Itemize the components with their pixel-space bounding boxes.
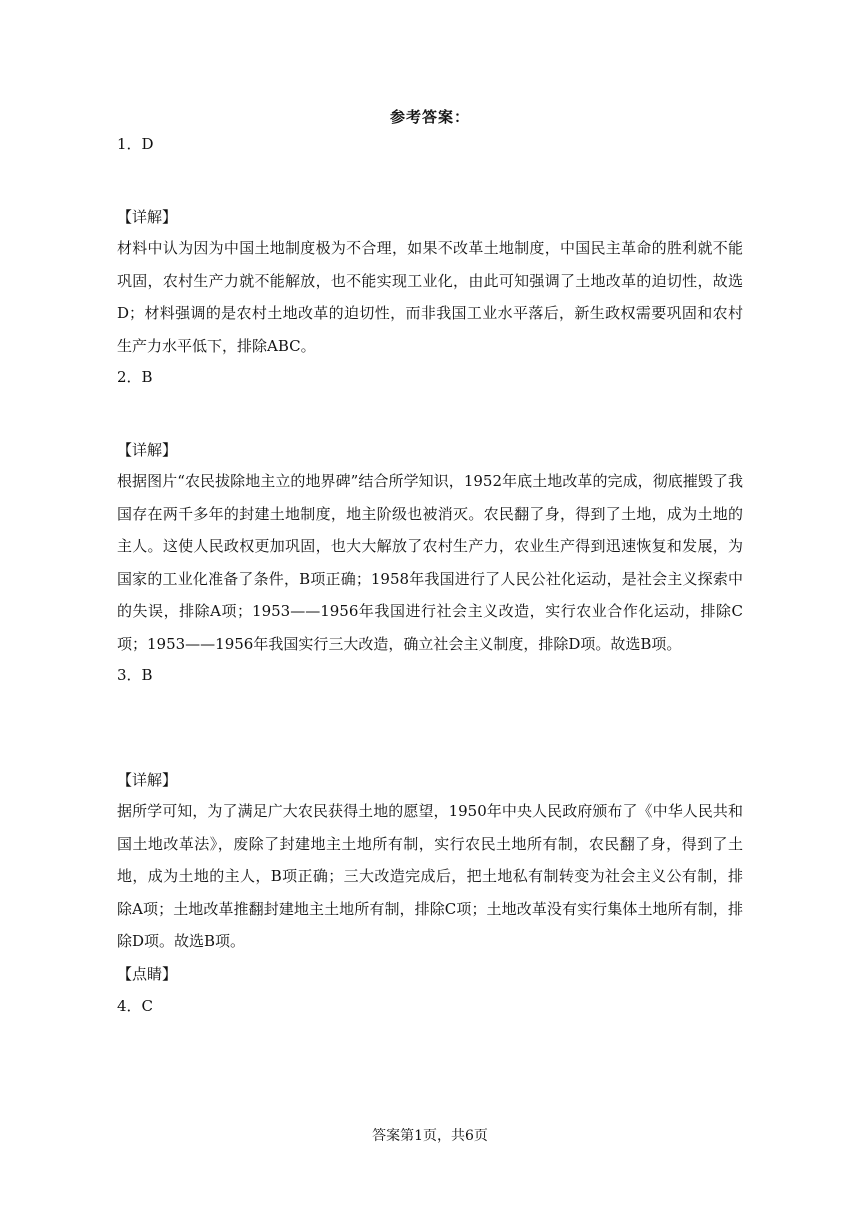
question-3-point-label: 【点睛】 — [117, 964, 178, 983]
question-2-answer: 2．B — [117, 368, 153, 386]
question-1-answer: 1．D — [117, 135, 154, 153]
question-4-answer: 4．C — [117, 996, 154, 1015]
question-3-detail-text: 据所学可知，为了满足广大农民获得土地的愿望，1950年中央人民政府颁布了《中华人民共和国土地改革法》，废除了封建地主土地所有制，实行农民土地所有制，农民翻了身，得到了土地，成为土地的主人，B项正确；三大改造完成后，把土地私有制转变为社会主义公有制，排除A项；土地改革推翻封建地主土地所有制，排除C项；土地改革没有实行集体土地所有制，排除D项。故选B项。 — [117, 802, 743, 950]
question-2-detail-label: 【详解】 — [117, 441, 178, 459]
question-2-detail-text: 根据图片“农民拔除地主立的地界碑”结合所学知识，1952年底土地改革的完成，彻底摧毁了我国存在两千多年的封建土地制度，地主阶级也被消灭。农民翻了身，得到了土地，成为土地的主人。这使人民政权更加巩固，也大大解放了农村生产力，农业生产得到迅速恢复和发展，为国家的工业化准备了条件，B项正确；1958年我国进行了人民公社化运动，是社会主义探索中的失误，排除A项；1953——1956年我国进行社会主义改造，实行农业合作化运动，排除C项；1953——1956年我国实行三大改造，确立社会主义制度，排除D项。故选B项。 — [117, 472, 743, 653]
page-title: 参考答案： — [389, 108, 470, 126]
question-3-answer: 3．B — [117, 666, 153, 684]
question-1-detail-text: 材料中认为因为中国土地制度极为不合理，如果不改革土地制度，中国民主革命的胜利就不能巩固，农村生产力就不能解放，也不能实现工业化，由此可知强调了土地改革的迫切性，故选D；材料强调的是农村土地改革的迫切性，而非我国工业水平落后，新生政权需要巩固和农村生产力水平低下，排除ABC。 — [117, 239, 743, 355]
answer-content — [117, 131, 743, 1019]
question-3-detail-label: 【详解】 — [117, 771, 178, 789]
page-footer: 答案第1页，共6页 — [372, 1128, 488, 1144]
question-1-detail-label: 【详解】 — [117, 208, 178, 226]
